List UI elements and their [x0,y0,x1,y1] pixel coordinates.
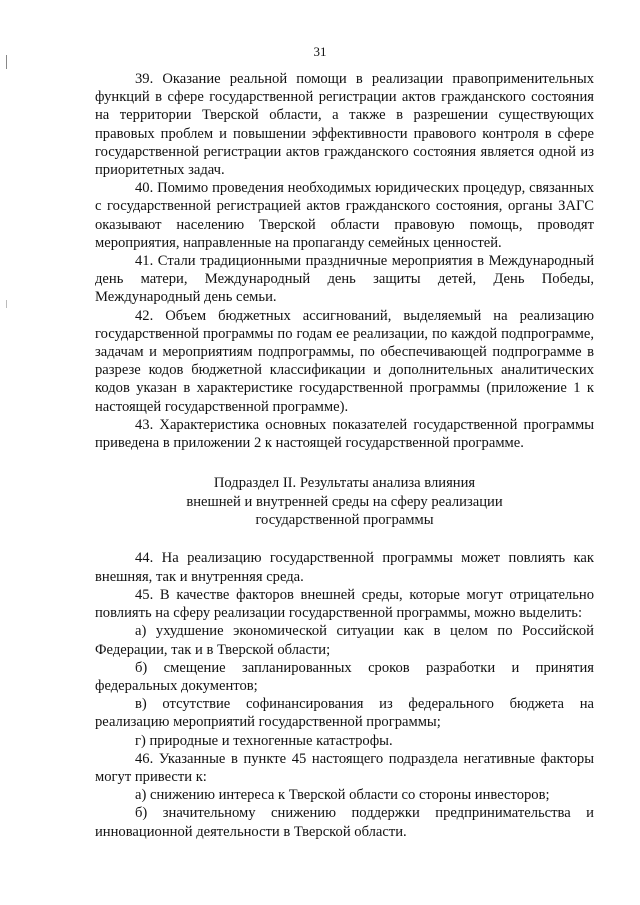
paragraph-45: 45. В качестве факторов внешней среды, которые могут отрицательно повлиять на сферу реализации государственной программы, можно выделить: [95,586,594,622]
list-item-b: б) значительному снижению поддержки предпринимательства и инновационной деятельности в Тверской области. [95,805,594,840]
page-number: 31 [313,44,327,59]
paragraph-39: 39. Оказание реальной помощи в реализации правоприменительных функций в сфере государственной регистрации актов гражданского состояния на территории Тверской области, а также в разрешении существующих правовых проблем и повышении эффективности правового контроля в сфере государственной регистрации актов гражданского состояния является одной из приоритетных задач. [95,71,594,179]
paragraph-40: 40. Помимо проведения необходимых юридических процедур, связанных с государственной регистрацией актов гражданского состояния, органы ЗАГС оказывают населению Тверской области правовую помощь, проводят мероприятия, направленные на пропаганду семейных ценностей. [95,180,594,251]
list-item-g: г) природные и техногенные катастрофы. [135,732,393,749]
subsection-title-line: внешней и внутренней среды на сферу реализации [186,493,503,510]
paragraph-42: 42. Объем бюджетных ассигнований, выделяемый на реализацию государственной программы по годам ее реализации, по каждой подпрограмме, задачам и мероприятиям подпрограммы, по обеспечивающей подпрограмме в разрезе кодов бюджетной классификации и дополнительных аналитических кодов указан в характеристике государственной программы (приложение 1 к настоящей государственной программе). [95,307,594,415]
paragraph-43: 43. Характеристика основных показателей государственной программы приведена в приложении 2 к настоящей государственной программе. [95,416,594,452]
scan-margin-mark [6,300,7,308]
list-item-v: в) отсутствие софинансирования из федерального бюджета на реализацию мероприятий государственной программы; [95,696,594,731]
paragraph-44: 44. На реализацию государственной программы может повлиять как внешняя, так и внутренняя среда. [95,550,594,585]
subsection-title [95,474,594,529]
list-item-b: б) смещение запланированных сроков разработки и принятия федеральных документов; [95,659,594,694]
document-body [95,70,594,841]
list-item-a: а) снижению интереса к Тверской области со стороны инвесторов; [135,787,550,804]
subsection-title-line: Подраздел II. Результаты анализа влияния [213,475,476,492]
paragraph-41: 41. Стали традиционными праздничные мероприятия в Международный день матери, Международный день защиты детей, День Победы, Международный день семьи. [95,253,594,306]
subsection-title-line: государственной программы [255,512,434,529]
paragraph-46: 46. Указанные в пункте 45 настоящего подраздела негативные факторы могут привести к: [95,750,594,785]
list-item-a: а) ухудшение экономической ситуации как в целом по Российской Федерации, так и в Тверской области; [95,623,594,658]
